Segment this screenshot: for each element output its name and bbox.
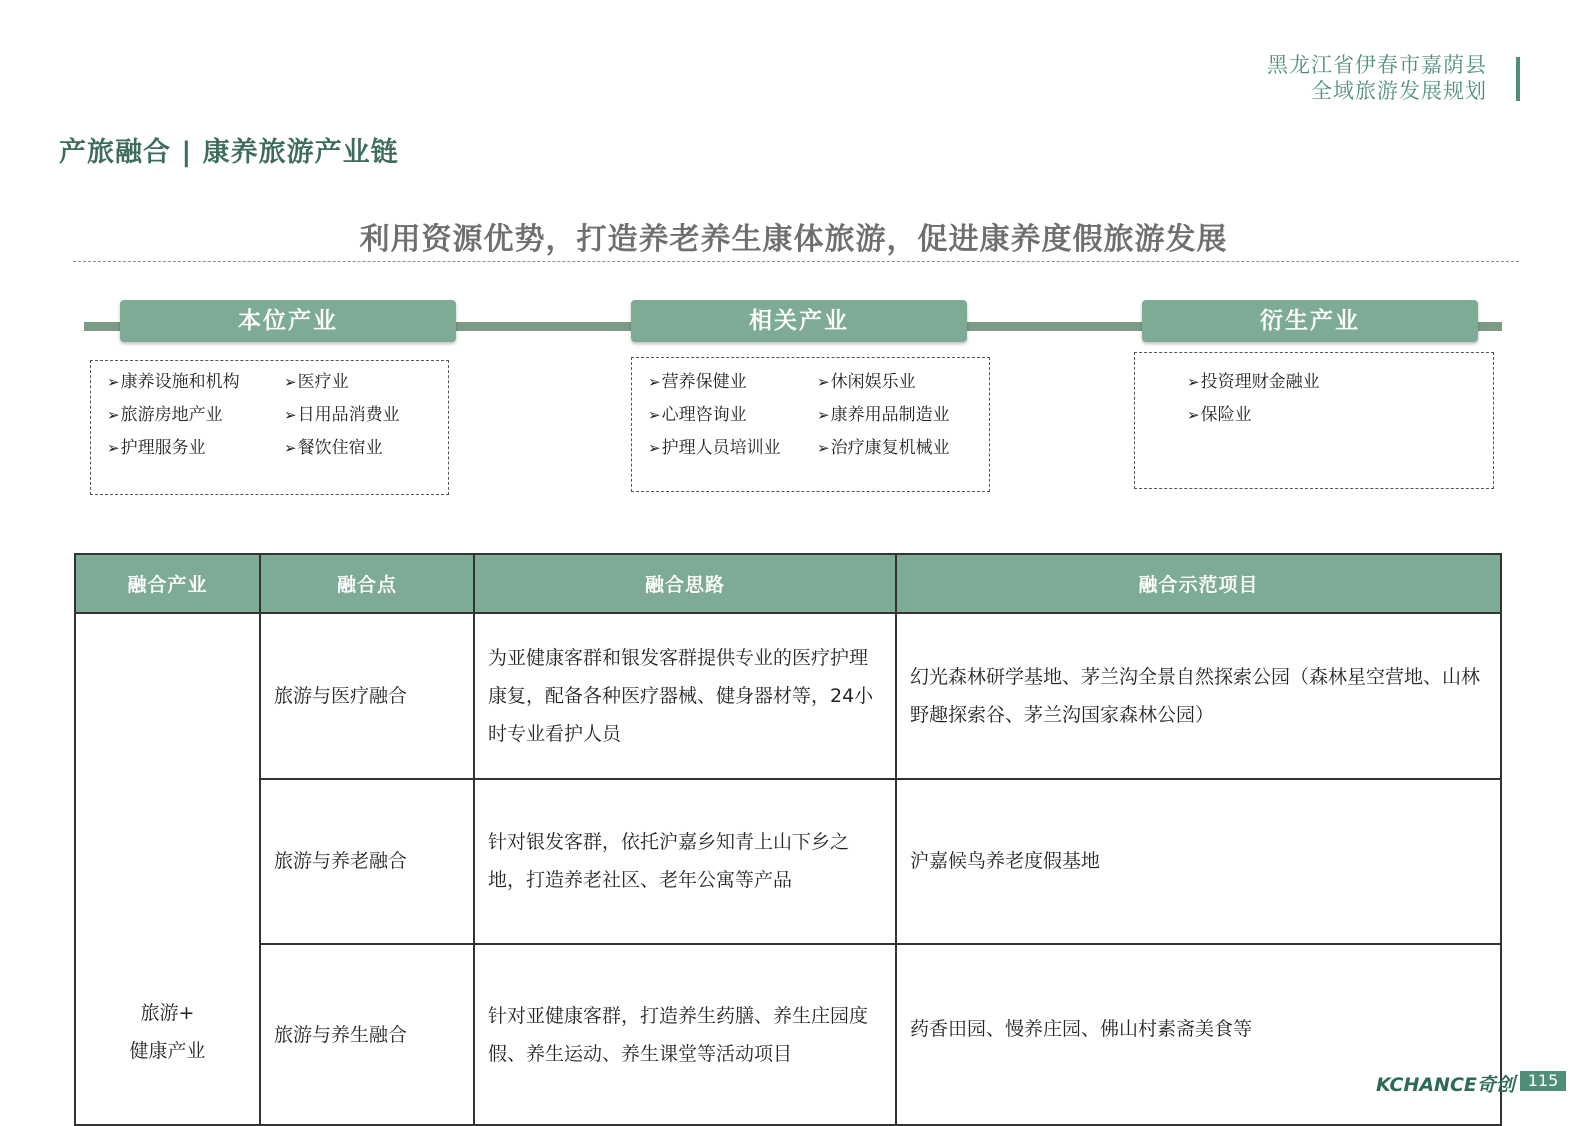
project-title-line1: 黑龙江省伊春市嘉荫县 bbox=[1267, 53, 1487, 77]
list-item: ➢治疗康复机械业 bbox=[817, 438, 950, 458]
arrow-bullet-icon: ➢ bbox=[1187, 373, 1200, 391]
industry-box-derived bbox=[1134, 352, 1494, 489]
page-number: 115 bbox=[1520, 1071, 1566, 1091]
industry-header-core: 本位产业 bbox=[120, 300, 456, 342]
arrow-bullet-icon: ➢ bbox=[648, 406, 661, 424]
fusion-project-cell: 药香田园、慢养庄园、佛山村素斋美食等 bbox=[896, 944, 1501, 1125]
list-item: ➢日用品消费业 bbox=[284, 405, 400, 425]
headline: 利用资源优势，打造养老养生康体旅游，促进康养度假旅游发展 bbox=[359, 222, 1228, 257]
arrow-bullet-icon: ➢ bbox=[284, 373, 297, 391]
fusion-point-cell: 旅游与养生融合 bbox=[260, 944, 474, 1125]
column-header: 融合思路 bbox=[474, 554, 896, 613]
list-item: ➢投资理财金融业 bbox=[1187, 372, 1320, 392]
brand-logo: KCHANCE奇创 bbox=[1376, 1074, 1515, 1096]
arrow-bullet-icon: ➢ bbox=[107, 406, 120, 424]
table-row bbox=[75, 944, 1501, 1125]
list-item: ➢休闲娱乐业 bbox=[817, 372, 916, 392]
arrow-bullet-icon: ➢ bbox=[648, 373, 661, 391]
arrow-bullet-icon: ➢ bbox=[107, 439, 120, 457]
arrow-bullet-icon: ➢ bbox=[284, 406, 297, 424]
arrow-bullet-icon: ➢ bbox=[284, 439, 297, 457]
fusion-project-cell: 沪嘉候鸟养老度假基地 bbox=[896, 779, 1501, 945]
list-item: ➢旅游房地产业 bbox=[107, 405, 223, 425]
arrow-bullet-icon: ➢ bbox=[817, 406, 830, 424]
fusion-idea-cell: 针对亚健康客群，打造养生药膳、养生庄园度假、养生运动、养生课堂等活动项目 bbox=[474, 944, 896, 1125]
fusion-point-cell: 旅游与医疗融合 bbox=[260, 613, 474, 779]
list-item: ➢营养保健业 bbox=[648, 372, 747, 392]
table-header-row bbox=[75, 554, 1501, 613]
project-title-line2: 全域旅游发展规划 bbox=[1311, 79, 1487, 103]
arrow-bullet-icon: ➢ bbox=[817, 373, 830, 391]
arrow-bullet-icon: ➢ bbox=[817, 439, 830, 457]
list-item: ➢保险业 bbox=[1187, 405, 1252, 425]
headline-divider bbox=[73, 261, 1519, 262]
list-item: ➢心理咨询业 bbox=[648, 405, 747, 425]
column-header: 融合点 bbox=[260, 554, 474, 613]
industry-box-related bbox=[631, 357, 990, 492]
fusion-point-cell: 旅游与养老融合 bbox=[260, 779, 474, 945]
industry-header-related: 相关产业 bbox=[631, 300, 967, 342]
list-item: ➢康养设施和机构 bbox=[107, 372, 240, 392]
project-title bbox=[1267, 52, 1487, 104]
table-row bbox=[75, 613, 1501, 779]
fusion-idea-cell: 为亚健康客群和银发客群提供专业的医疗护理康复，配备各种医疗器械、健身器材等，24小时专业看护人员 bbox=[474, 613, 896, 779]
fusion-table bbox=[74, 553, 1502, 1126]
group-label-line2: 健康产业 bbox=[129, 1040, 206, 1062]
industry-box-core bbox=[90, 360, 449, 495]
page-title: 产旅融合 | 康养旅游产业链 bbox=[59, 137, 399, 168]
column-header: 融合产业 bbox=[75, 554, 260, 613]
industry-header-derived: 衍生产业 bbox=[1142, 300, 1478, 342]
group-label-line1: 旅游+ bbox=[140, 1002, 195, 1024]
list-item: ➢医疗业 bbox=[284, 372, 349, 392]
fusion-idea-cell: 针对银发客群，依托沪嘉乡知青上山下乡之地，打造养老社区、老年公寓等产品 bbox=[474, 779, 896, 945]
arrow-bullet-icon: ➢ bbox=[1187, 406, 1200, 424]
list-item: ➢餐饮住宿业 bbox=[284, 438, 383, 458]
group-label-cell bbox=[75, 613, 260, 1125]
table-row bbox=[75, 779, 1501, 945]
arrow-bullet-icon: ➢ bbox=[107, 373, 120, 391]
list-item: ➢护理人员培训业 bbox=[648, 438, 781, 458]
header-accent-bar bbox=[1516, 57, 1520, 101]
list-item: ➢康养用品制造业 bbox=[817, 405, 950, 425]
fusion-project-cell: 幻光森林研学基地、茅兰沟全景自然探索公园（森林星空营地、山林野趣探索谷、茅兰沟国家森林公园） bbox=[896, 613, 1501, 779]
arrow-bullet-icon: ➢ bbox=[648, 439, 661, 457]
list-item: ➢护理服务业 bbox=[107, 438, 206, 458]
column-header: 融合示范项目 bbox=[896, 554, 1501, 613]
